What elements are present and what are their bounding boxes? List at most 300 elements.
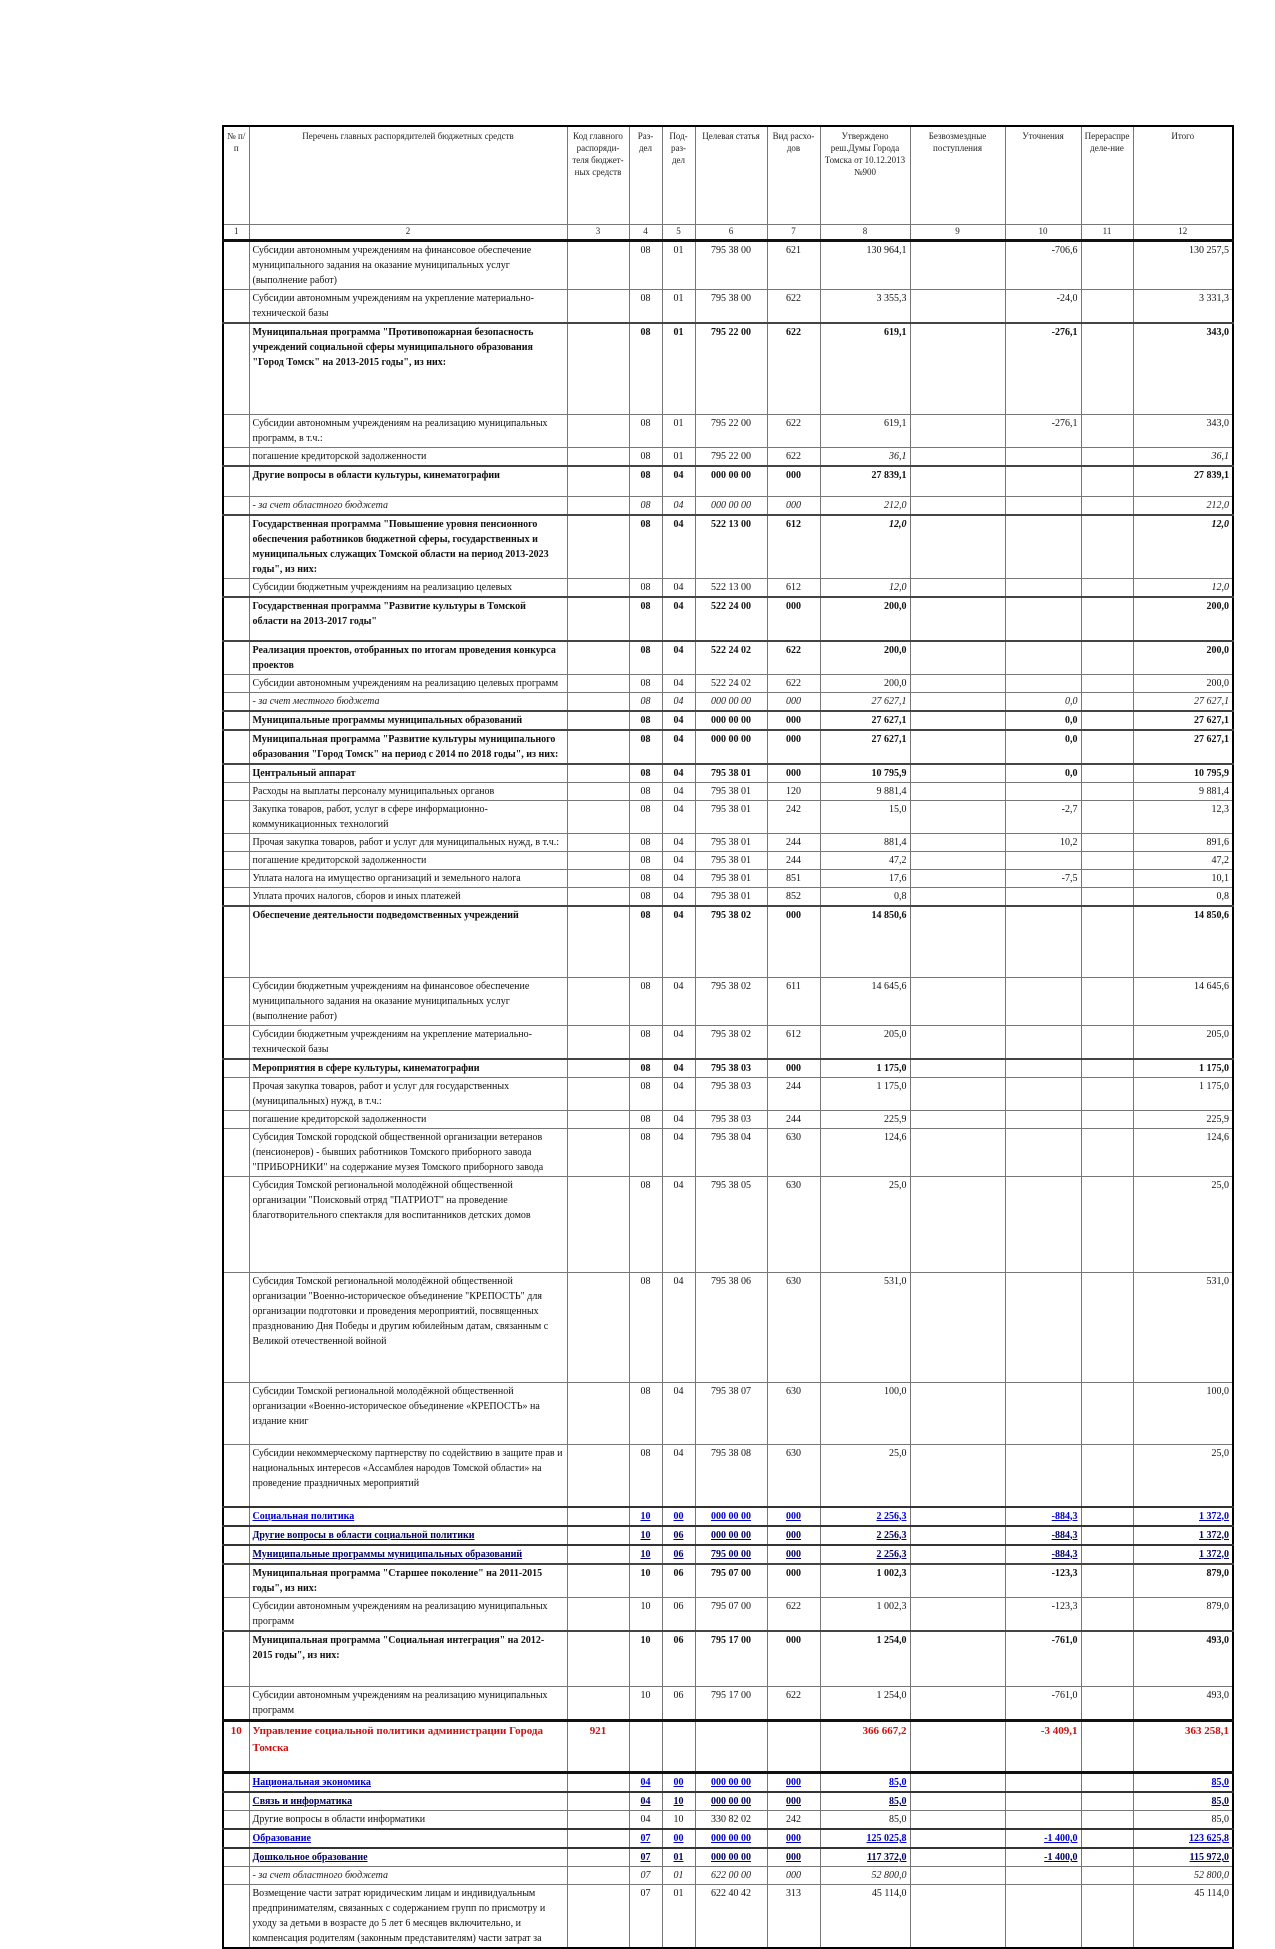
cell-approved: 85,0 (820, 1773, 910, 1793)
cell-razdel: 08 (629, 1445, 662, 1507)
cell-no (223, 496, 249, 515)
cell-name: Субсидия Томской региональной молодёжной общественной организации "Поисковый отряд "ПАТРИОТ" на проведение благотворительного спектакля для воспитанников детских домов (249, 1177, 567, 1273)
cell-code (567, 1383, 629, 1445)
cell-gratuitous (910, 1687, 1005, 1721)
cell-no (223, 415, 249, 448)
table-row (223, 323, 1233, 415)
cell-razdel: 08 (629, 906, 662, 978)
cell-approved: 1 254,0 (820, 1687, 910, 1721)
cell-approved: 1 175,0 (820, 1059, 910, 1078)
table-row (223, 1631, 1233, 1687)
cell-target-article: 000 00 00 (695, 1792, 767, 1811)
cell-target-article: 795 38 02 (695, 1026, 767, 1060)
cell-no (223, 1811, 249, 1830)
cell-approved: 2 256,3 (820, 1526, 910, 1545)
cell-adjustment: -884,3 (1005, 1545, 1081, 1564)
cell-gratuitous (910, 782, 1005, 800)
cell-adjustment (1005, 1811, 1081, 1830)
cell-name: Муниципальные программы муниципальных образований (249, 1545, 567, 1564)
cell-gratuitous (910, 1026, 1005, 1060)
cell-total: 12,0 (1133, 515, 1233, 579)
cell-no (223, 1829, 249, 1848)
cell-approved: 1 002,3 (820, 1597, 910, 1631)
cell-name: Субсидии автономным учреждениям на укрепление материально-технической базы (249, 289, 567, 323)
cell-name: Субсидии бюджетным учреждениям на реализацию целевых (249, 578, 567, 597)
cell-podrazdel: 06 (662, 1597, 695, 1631)
cell-no (223, 1445, 249, 1507)
cell-total: 52 800,0 (1133, 1867, 1233, 1885)
cell-razdel: 10 (629, 1564, 662, 1598)
cell-name: Субсидии бюджетным учреждениям на укрепление материально-технической базы (249, 1026, 567, 1060)
cell-adjustment (1005, 1383, 1081, 1445)
header-cell: Раз-дел (629, 126, 662, 225)
cell-razdel: 08 (629, 1111, 662, 1129)
cell-redistribution (1081, 1885, 1133, 1949)
cell-target-article: 000 00 00 (695, 730, 767, 764)
cell-gratuitous (910, 1078, 1005, 1111)
cell-adjustment (1005, 448, 1081, 467)
cell-no (223, 978, 249, 1026)
cell-name: Муниципальная программа "Социальная интеграция" на 2012-2015 годы", из них: (249, 1631, 567, 1687)
cell-razdel: 04 (629, 1773, 662, 1793)
cell-podrazdel: 04 (662, 978, 695, 1026)
cell-podrazdel: 04 (662, 1177, 695, 1273)
cell-redistribution (1081, 851, 1133, 869)
table-row (223, 1445, 1233, 1507)
cell-gratuitous (910, 833, 1005, 851)
cell-gratuitous (910, 578, 1005, 597)
cell-target-article: 795 38 00 (695, 289, 767, 323)
cell-podrazdel: 04 (662, 1059, 695, 1078)
cell-total: 200,0 (1133, 597, 1233, 641)
cell-podrazdel: 01 (662, 1848, 695, 1867)
cell-target-article: 795 38 07 (695, 1383, 767, 1445)
cell-adjustment (1005, 1129, 1081, 1177)
cell-approved: 27 627,1 (820, 730, 910, 764)
cell-podrazdel: 04 (662, 1445, 695, 1507)
cell-no (223, 289, 249, 323)
table-row (223, 1545, 1233, 1564)
header-number-cell: 1 (223, 225, 249, 241)
cell-adjustment (1005, 1885, 1081, 1949)
cell-redistribution (1081, 1526, 1133, 1545)
cell-razdel: 08 (629, 1129, 662, 1177)
cell-gratuitous (910, 1773, 1005, 1793)
cell-name: Другие вопросы в области культуры, кинематографии (249, 466, 567, 496)
cell-name: Государственная программа "Повышение уровня пенсионного обеспечения работников бюджетной сферы, государственных и муниципальных служащих Томской области на период 2013-2023 годы", из них: (249, 515, 567, 579)
cell-approved: 200,0 (820, 641, 910, 675)
cell-name: Связь и информатика (249, 1792, 567, 1811)
cell-redistribution (1081, 730, 1133, 764)
cell-adjustment (1005, 1445, 1081, 1507)
cell-gratuitous (910, 496, 1005, 515)
cell-code (567, 496, 629, 515)
cell-code (567, 833, 629, 851)
cell-gratuitous (910, 515, 1005, 579)
cell-approved: 200,0 (820, 674, 910, 692)
cell-total: 124,6 (1133, 1129, 1233, 1177)
cell-redistribution (1081, 448, 1133, 467)
cell-expense-type: 000 (767, 906, 820, 978)
header-number-cell: 9 (910, 225, 1005, 241)
cell-adjustment: 0,0 (1005, 692, 1081, 711)
cell-gratuitous (910, 1867, 1005, 1885)
cell-redistribution (1081, 1445, 1133, 1507)
cell-redistribution (1081, 1721, 1133, 1773)
cell-podrazdel: 04 (662, 869, 695, 887)
cell-razdel: 04 (629, 1811, 662, 1830)
cell-approved: 619,1 (820, 323, 910, 415)
cell-podrazdel: 06 (662, 1687, 695, 1721)
cell-gratuitous (910, 1507, 1005, 1526)
cell-total: 9 881,4 (1133, 782, 1233, 800)
cell-expense-type: 000 (767, 730, 820, 764)
cell-approved: 1 254,0 (820, 1631, 910, 1687)
cell-name: Образование (249, 1829, 567, 1848)
table-row (223, 515, 1233, 579)
table-row (223, 730, 1233, 764)
cell-name: Прочая закупка товаров, работ и услуг для муниципальных нужд, в т.ч.: (249, 833, 567, 851)
header-number-cell: 6 (695, 225, 767, 241)
cell-expense-type: 622 (767, 674, 820, 692)
cell-approved: 2 256,3 (820, 1545, 910, 1564)
cell-name: погашение кредиторской задолженности (249, 1111, 567, 1129)
cell-gratuitous (910, 1383, 1005, 1445)
cell-target-article: 000 00 00 (695, 1507, 767, 1526)
cell-expense-type: 851 (767, 869, 820, 887)
cell-approved: 27 627,1 (820, 711, 910, 730)
cell-expense-type: 000 (767, 1059, 820, 1078)
cell-no (223, 578, 249, 597)
cell-total: 27 627,1 (1133, 692, 1233, 711)
cell-approved: 1 002,3 (820, 1564, 910, 1598)
cell-total: 115 972,0 (1133, 1848, 1233, 1867)
table-row (223, 240, 1233, 289)
cell-name: Субсидия Томской региональной молодёжной общественной организации "Военно-историческое объединение "КРЕПОСТЬ" для организации подготовки и проведения мероприятий, посвященных празднованию Дня Победы и другим юбилейным датам, связанным с Великой отечественной войной (249, 1273, 567, 1383)
cell-gratuitous (910, 674, 1005, 692)
cell-podrazdel: 06 (662, 1631, 695, 1687)
cell-no (223, 1545, 249, 1564)
cell-redistribution (1081, 674, 1133, 692)
cell-total: 12,3 (1133, 800, 1233, 833)
cell-total: 85,0 (1133, 1811, 1233, 1830)
cell-code (567, 1597, 629, 1631)
cell-redistribution (1081, 764, 1133, 783)
cell-razdel: 08 (629, 597, 662, 641)
cell-expense-type: 000 (767, 1773, 820, 1793)
cell-code (567, 1631, 629, 1687)
header-titles-row (223, 126, 1233, 225)
cell-code (567, 730, 629, 764)
header-number-cell: 10 (1005, 225, 1081, 241)
cell-gratuitous (910, 1885, 1005, 1949)
cell-approved: 3 355,3 (820, 289, 910, 323)
cell-razdel: 08 (629, 1026, 662, 1060)
cell-approved: 9 881,4 (820, 782, 910, 800)
cell-approved: 117 372,0 (820, 1848, 910, 1867)
cell-podrazdel: 01 (662, 1867, 695, 1885)
cell-total: 1 372,0 (1133, 1507, 1233, 1526)
cell-approved: 225,9 (820, 1111, 910, 1129)
cell-razdel: 08 (629, 730, 662, 764)
cell-code (567, 448, 629, 467)
cell-code (567, 1829, 629, 1848)
cell-total: 25,0 (1133, 1177, 1233, 1273)
cell-gratuitous (910, 978, 1005, 1026)
cell-approved: 130 964,1 (820, 240, 910, 289)
cell-gratuitous (910, 1177, 1005, 1273)
cell-redistribution (1081, 641, 1133, 675)
cell-code (567, 1177, 629, 1273)
cell-total: 205,0 (1133, 1026, 1233, 1060)
cell-razdel: 10 (629, 1631, 662, 1687)
cell-podrazdel: 04 (662, 730, 695, 764)
cell-name: - за счет областного бюджета (249, 1867, 567, 1885)
table-row (223, 289, 1233, 323)
cell-adjustment: -1 400,0 (1005, 1829, 1081, 1848)
table-row (223, 1867, 1233, 1885)
cell-target-article: 795 38 03 (695, 1059, 767, 1078)
cell-no (223, 674, 249, 692)
cell-podrazdel: 04 (662, 496, 695, 515)
cell-approved: 366 667,2 (820, 1721, 910, 1773)
cell-target-article: 522 24 02 (695, 674, 767, 692)
cell-total: 1 175,0 (1133, 1078, 1233, 1111)
cell-adjustment: -884,3 (1005, 1507, 1081, 1526)
cell-gratuitous (910, 1597, 1005, 1631)
cell-redistribution (1081, 1564, 1133, 1598)
cell-podrazdel: 01 (662, 323, 695, 415)
cell-expense-type: 612 (767, 1026, 820, 1060)
cell-gratuitous (910, 1811, 1005, 1830)
cell-target-article: 522 13 00 (695, 515, 767, 579)
header-cell: Вид расхо-дов (767, 126, 820, 225)
cell-razdel: 08 (629, 764, 662, 783)
table-row (223, 1273, 1233, 1383)
cell-adjustment (1005, 1867, 1081, 1885)
cell-expense-type: 000 (767, 597, 820, 641)
cell-code (567, 240, 629, 289)
cell-approved: 200,0 (820, 597, 910, 641)
cell-name: Государственная программа "Развитие культуры в Томской области на 2013-2017 годы" (249, 597, 567, 641)
cell-expense-type: 000 (767, 1545, 820, 1564)
table-row (223, 869, 1233, 887)
table-row (223, 851, 1233, 869)
cell-podrazdel: 04 (662, 1383, 695, 1445)
cell-podrazdel: 04 (662, 851, 695, 869)
header-cell: Под-раз-дел (662, 126, 695, 225)
cell-adjustment (1005, 578, 1081, 597)
cell-name: Другие вопросы в области социальной политики (249, 1526, 567, 1545)
cell-target-article: 795 38 02 (695, 978, 767, 1026)
cell-expense-type: 000 (767, 1792, 820, 1811)
cell-name: Субсидии автономным учреждениям на реализацию муниципальных программ, в т.ч.: (249, 415, 567, 448)
table-row (223, 978, 1233, 1026)
cell-redistribution (1081, 1078, 1133, 1111)
cell-target-article: 795 17 00 (695, 1687, 767, 1721)
header-cell: № п/п (223, 126, 249, 225)
header-number-cell: 5 (662, 225, 695, 241)
cell-expense-type: 000 (767, 1829, 820, 1848)
cell-podrazdel: 06 (662, 1545, 695, 1564)
cell-code (567, 1545, 629, 1564)
cell-expense-type: 000 (767, 692, 820, 711)
cell-no (223, 1526, 249, 1545)
cell-total: 27 627,1 (1133, 730, 1233, 764)
cell-adjustment (1005, 1059, 1081, 1078)
table-row (223, 1111, 1233, 1129)
cell-redistribution (1081, 415, 1133, 448)
cell-total: 212,0 (1133, 496, 1233, 515)
cell-code (567, 1867, 629, 1885)
cell-no (223, 1792, 249, 1811)
cell-redistribution (1081, 1687, 1133, 1721)
cell-total: 27 627,1 (1133, 711, 1233, 730)
cell-razdel: 10 (629, 1526, 662, 1545)
cell-approved: 2 256,3 (820, 1507, 910, 1526)
cell-podrazdel: 04 (662, 1026, 695, 1060)
cell-razdel: 08 (629, 515, 662, 579)
cell-podrazdel: 04 (662, 833, 695, 851)
cell-razdel: 08 (629, 1177, 662, 1273)
cell-expense-type: 244 (767, 851, 820, 869)
cell-redistribution (1081, 1792, 1133, 1811)
cell-approved: 14 850,6 (820, 906, 910, 978)
cell-gratuitous (910, 1445, 1005, 1507)
cell-podrazdel: 01 (662, 415, 695, 448)
cell-adjustment: -276,1 (1005, 323, 1081, 415)
cell-adjustment (1005, 466, 1081, 496)
cell-approved: 1 175,0 (820, 1078, 910, 1111)
cell-code (567, 1026, 629, 1060)
cell-podrazdel: 04 (662, 692, 695, 711)
cell-name: Возмещение части затрат юридическим лицам и индивидуальным предпринимателям, связанных с содержанием групп по присмотру и уходу за детьми в возрасте до 5 лет 6 месяцев включительно, и компенсация родителям (законным представителям) части затрат за (249, 1885, 567, 1949)
header-cell: Целевая статья (695, 126, 767, 225)
table-row (223, 764, 1233, 783)
cell-code (567, 1111, 629, 1129)
cell-total: 14 850,6 (1133, 906, 1233, 978)
cell-target-article: 000 00 00 (695, 1848, 767, 1867)
cell-redistribution (1081, 1507, 1133, 1526)
cell-adjustment: -884,3 (1005, 1526, 1081, 1545)
cell-podrazdel: 01 (662, 448, 695, 467)
cell-adjustment (1005, 515, 1081, 579)
cell-gratuitous (910, 1526, 1005, 1545)
cell-no (223, 466, 249, 496)
cell-no (223, 869, 249, 887)
cell-target-article: 795 07 00 (695, 1597, 767, 1631)
cell-gratuitous (910, 711, 1005, 730)
cell-razdel: 08 (629, 289, 662, 323)
cell-name: Закупка товаров, работ, услуг в сфере информационно-коммуникационных технологий (249, 800, 567, 833)
cell-expense-type (767, 1721, 820, 1773)
cell-code (567, 323, 629, 415)
cell-podrazdel: 04 (662, 515, 695, 579)
cell-expense-type: 630 (767, 1445, 820, 1507)
cell-expense-type: 630 (767, 1129, 820, 1177)
cell-redistribution (1081, 1026, 1133, 1060)
cell-no (223, 1867, 249, 1885)
table-row (223, 1129, 1233, 1177)
cell-name: Прочая закупка товаров, работ и услуг для государственных (муниципальных) нужд, в т.ч.: (249, 1078, 567, 1111)
cell-podrazdel: 04 (662, 800, 695, 833)
cell-adjustment (1005, 782, 1081, 800)
cell-gratuitous (910, 240, 1005, 289)
cell-no (223, 323, 249, 415)
cell-no (223, 1177, 249, 1273)
cell-total: 14 645,6 (1133, 978, 1233, 1026)
table-row (223, 906, 1233, 978)
cell-gratuitous (910, 289, 1005, 323)
cell-razdel: 07 (629, 1829, 662, 1848)
cell-adjustment: -2,7 (1005, 800, 1081, 833)
cell-gratuitous (910, 887, 1005, 906)
cell-code (567, 692, 629, 711)
cell-gratuitous (910, 800, 1005, 833)
cell-name: Субсидии некоммерческому партнерству по содействию в защите прав и национальных интересов «Ассамблея народов Томской области» на проведение праздничных мероприятий (249, 1445, 567, 1507)
cell-podrazdel: 04 (662, 782, 695, 800)
cell-target-article: 795 38 04 (695, 1129, 767, 1177)
cell-approved: 12,0 (820, 515, 910, 579)
cell-podrazdel: 01 (662, 289, 695, 323)
cell-name: - за счет местного бюджета (249, 692, 567, 711)
cell-razdel: 08 (629, 887, 662, 906)
cell-redistribution (1081, 597, 1133, 641)
cell-podrazdel: 04 (662, 466, 695, 496)
table-header (223, 126, 1233, 240)
cell-podrazdel (662, 1721, 695, 1773)
cell-code (567, 764, 629, 783)
cell-target-article: 522 24 00 (695, 597, 767, 641)
cell-no (223, 1597, 249, 1631)
cell-razdel: 08 (629, 978, 662, 1026)
cell-adjustment (1005, 496, 1081, 515)
cell-gratuitous (910, 1111, 1005, 1129)
cell-total: 123 625,8 (1133, 1829, 1233, 1848)
cell-razdel: 10 (629, 1507, 662, 1526)
cell-adjustment: -1 400,0 (1005, 1848, 1081, 1867)
cell-name: - за счет областного бюджета (249, 496, 567, 515)
cell-razdel: 08 (629, 1383, 662, 1445)
cell-code (567, 800, 629, 833)
table-row (223, 674, 1233, 692)
cell-approved: 47,2 (820, 851, 910, 869)
cell-redistribution (1081, 1631, 1133, 1687)
cell-gratuitous (910, 1564, 1005, 1598)
cell-approved: 212,0 (820, 496, 910, 515)
header-cell: Итого (1133, 126, 1233, 225)
cell-target-article: 795 38 01 (695, 782, 767, 800)
cell-razdel: 07 (629, 1848, 662, 1867)
cell-name: Субсидия Томской городской общественной организации ветеранов (пенсионеров) - бывших работников Томского приборного завода "ПРИБОРНИКИ" на содержание музея Томского приборного завода (249, 1129, 567, 1177)
cell-redistribution (1081, 1059, 1133, 1078)
cell-gratuitous (910, 597, 1005, 641)
cell-approved: 27 839,1 (820, 466, 910, 496)
cell-total: 879,0 (1133, 1597, 1233, 1631)
cell-redistribution (1081, 869, 1133, 887)
cell-gratuitous (910, 1721, 1005, 1773)
table-body (223, 240, 1233, 1948)
cell-target-article: 330 82 02 (695, 1811, 767, 1830)
cell-code (567, 578, 629, 597)
cell-no (223, 1273, 249, 1383)
cell-gratuitous (910, 1829, 1005, 1848)
cell-expense-type: 000 (767, 764, 820, 783)
cell-target-article: 795 38 01 (695, 851, 767, 869)
table-row (223, 1811, 1233, 1830)
cell-code (567, 1885, 629, 1949)
cell-code (567, 466, 629, 496)
